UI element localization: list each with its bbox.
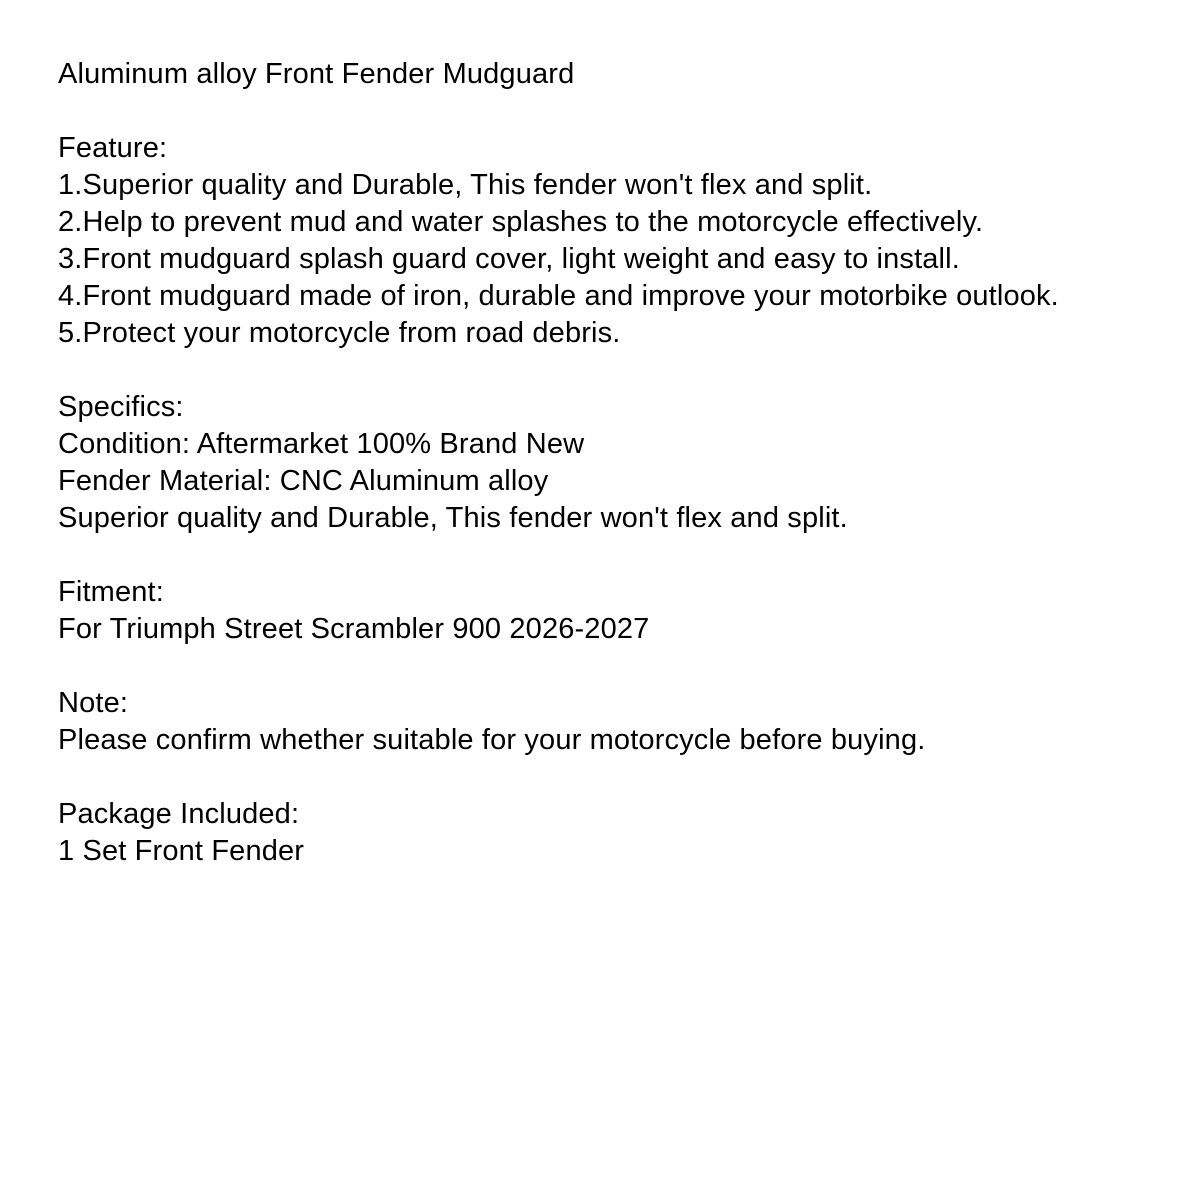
product-description — [58, 56, 1188, 870]
specifics-section — [58, 389, 1188, 537]
feature-heading: Feature: — [58, 132, 168, 164]
feature-item: 4.Front mudguard made of iron, durable and improve your motorbike outlook. — [58, 280, 1059, 312]
note-section — [58, 685, 1188, 759]
package-text: 1 Set Front Fender — [58, 835, 305, 867]
specifics-line: Superior quality and Durable, This fender won't flex and split. — [58, 502, 848, 534]
feature-item: 3.Front mudguard splash guard cover, light weight and easy to install. — [58, 243, 960, 275]
fitment-text: For Triumph Street Scrambler 900 2026-2027 — [58, 613, 650, 645]
section-spacer — [58, 759, 1188, 796]
section-spacer — [58, 93, 1188, 130]
feature-item: 5.Protect your motorcycle from road debris. — [58, 317, 621, 349]
fitment-section — [58, 574, 1188, 648]
feature-item: 2.Help to prevent mud and water splashes to the motorcycle effectively. — [58, 206, 984, 238]
package-section — [58, 796, 1188, 870]
feature-item: 1.Superior quality and Durable, This fender won't flex and split. — [58, 169, 873, 201]
note-text: Please confirm whether suitable for your motorcycle before buying. — [58, 724, 926, 756]
note-heading: Note: — [58, 687, 129, 719]
feature-section — [58, 130, 1188, 352]
document-title: Aluminum alloy Front Fender Mudguard — [58, 58, 575, 90]
package-heading: Package Included: — [58, 798, 300, 830]
specifics-line: Fender Material: CNC Aluminum alloy — [58, 465, 549, 497]
section-spacer — [58, 352, 1188, 389]
fitment-heading: Fitment: — [58, 576, 164, 608]
section-spacer — [58, 537, 1188, 574]
section-spacer — [58, 648, 1188, 685]
specifics-heading: Specifics: — [58, 391, 184, 423]
specifics-line: Condition: Aftermarket 100% Brand New — [58, 428, 585, 460]
